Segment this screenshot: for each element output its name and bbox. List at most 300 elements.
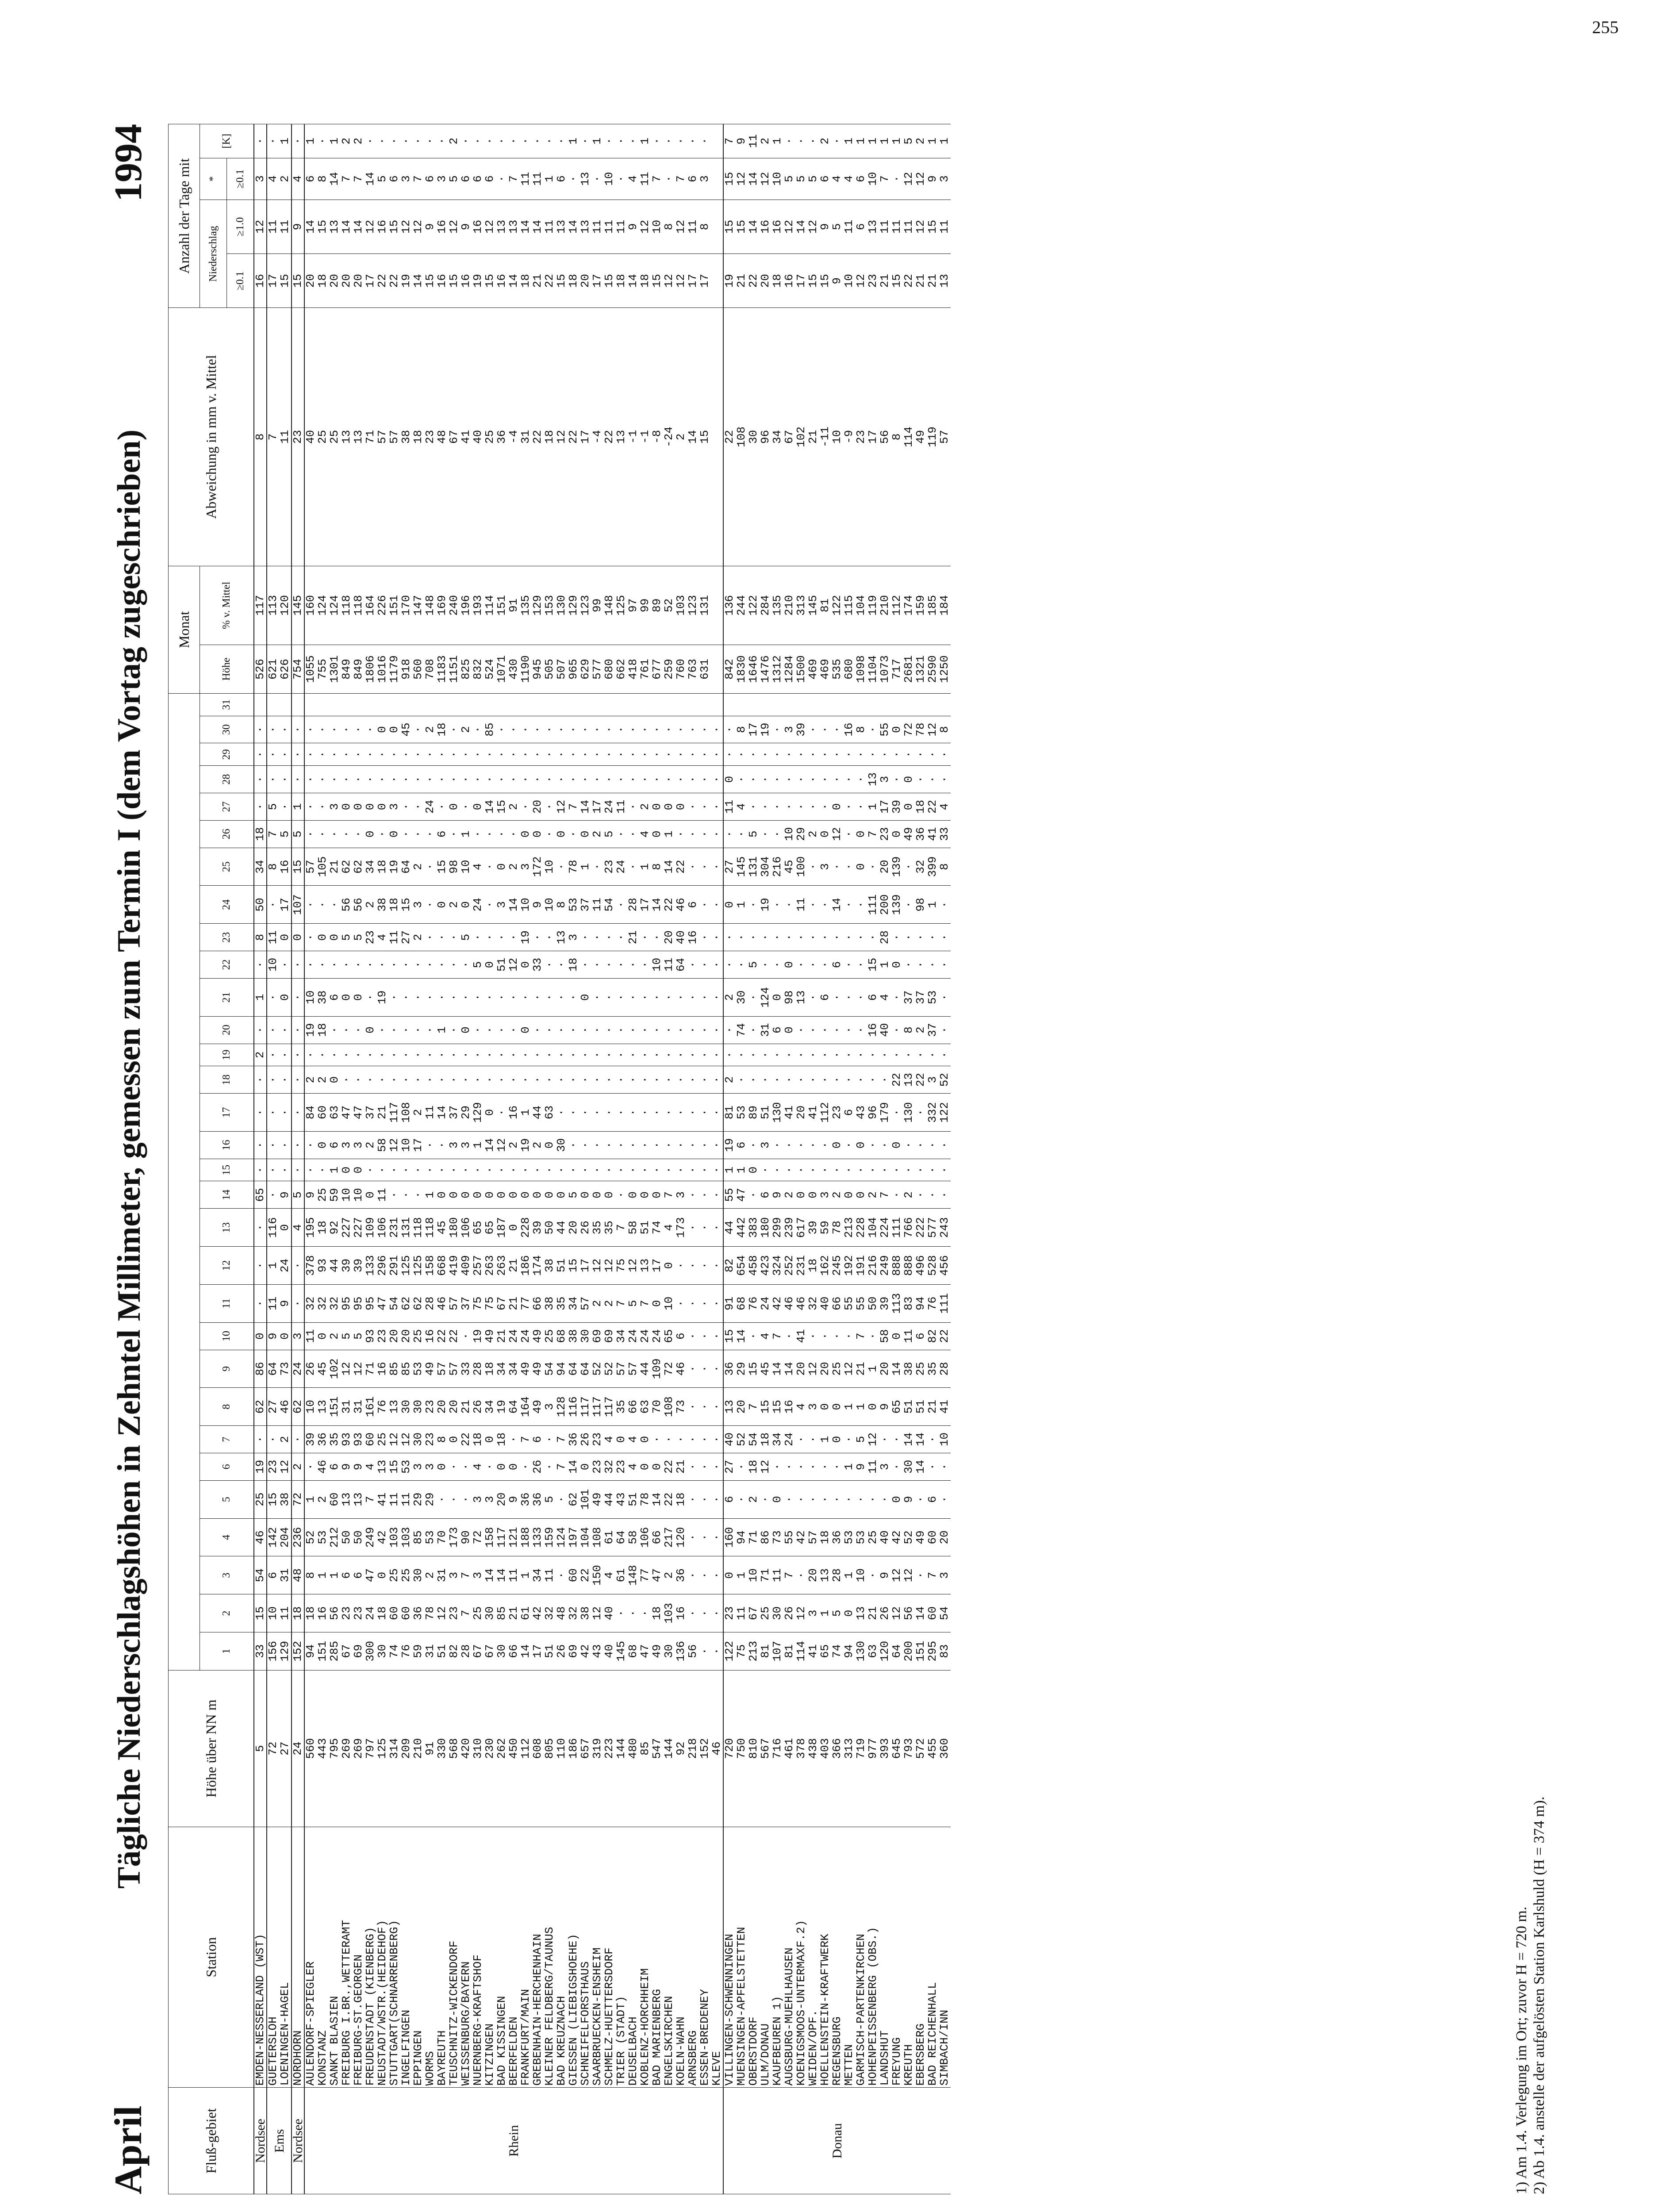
day-value-cell: 24 (520, 1322, 532, 1350)
day-value-cell: · (388, 1066, 400, 1094)
day-value-cell: 216 (771, 848, 783, 886)
day-value-cell: · (711, 848, 723, 886)
day-value-cell: 20 (448, 1388, 460, 1426)
table-row (663, 124, 675, 2194)
station-cell: KLEVE (711, 1827, 723, 2088)
day-value-cell: · (460, 766, 472, 793)
day-value-cell: · (365, 743, 376, 766)
day-value-cell: 86 (760, 1518, 771, 1556)
summary-value-cell: · (807, 124, 819, 158)
day-value-cell: 32 (317, 1284, 329, 1322)
day-value-cell: · (579, 743, 591, 766)
day-value-cell: 4 (939, 793, 951, 821)
day-value-cell: 25 (831, 1350, 843, 1388)
day-value-cell: 112 (819, 1094, 831, 1132)
day-value-cell: 42 (891, 1518, 903, 1556)
day-value-cell: 16 (508, 1094, 520, 1132)
day-value-cell: 18 (819, 1518, 831, 1556)
day-value-cell: · (760, 820, 771, 848)
day-value-cell: · (579, 1159, 591, 1181)
day-value-cell: · (843, 886, 855, 924)
day-value-cell: · (711, 793, 723, 821)
summary-value-cell: 7 (341, 158, 353, 200)
day-value-cell: 65 (484, 1209, 496, 1247)
day-value-cell: · (939, 1453, 951, 1480)
day-value-cell: 16 (317, 1594, 329, 1632)
station-cell: FREYUNG (891, 1827, 903, 2088)
day-value-cell: 22 (436, 1322, 448, 1350)
day-value-cell: 25 (254, 1480, 267, 1518)
table-row (651, 124, 663, 2194)
day-value-cell: · (771, 1066, 783, 1094)
day-value-cell: 2 (591, 820, 603, 848)
day-value-cell: 39 (353, 1247, 365, 1285)
day-value-cell (831, 693, 843, 716)
day-value-cell: · (663, 1016, 675, 1044)
day-value-cell: 55 (783, 1518, 795, 1556)
day-value-cell: · (651, 1159, 663, 1181)
station-cell: HOELLENSTEIN-KRAFTWERK (819, 1827, 831, 2088)
summary-value-cell: 25 (317, 308, 329, 566)
day-value-cell: · (484, 1066, 496, 1094)
day-value-cell: 2 (831, 1181, 843, 1209)
day-value-cell (556, 693, 568, 716)
summary-value-cell (711, 158, 723, 200)
summary-value-cell: 662 (615, 645, 627, 694)
day-value-cell: 9 (855, 1453, 867, 1480)
day-value-cell: · (388, 766, 400, 793)
day-value-cell: 187 (496, 1209, 508, 1247)
day-value-cell: 9 (879, 1388, 891, 1426)
summary-value-cell: 18 (317, 254, 329, 308)
day-value-cell: · (927, 951, 939, 979)
day-value-cell: 0 (843, 1181, 855, 1209)
day-value-cell: 67 (472, 1632, 484, 1670)
day-value-cell (484, 693, 496, 716)
day-value-cell: 3 (496, 886, 508, 924)
day-value-cell: 10 (304, 978, 317, 1016)
day-value-cell: · (317, 766, 329, 793)
day-value-cell: · (400, 1181, 412, 1209)
day-value-cell: · (568, 1066, 579, 1094)
summary-value-cell: 3 (939, 158, 951, 200)
height-cell: 144 (663, 1670, 675, 1827)
day-value-cell: · (520, 793, 532, 821)
day-value-cell: 15 (771, 1388, 783, 1426)
day-value-cell: 18 (568, 951, 579, 979)
day-value-cell: 10 (783, 820, 795, 848)
day-value-cell: 13 (556, 924, 568, 951)
day-value-cell: 14 (903, 1426, 915, 1453)
day-value-cell: 0 (831, 1388, 843, 1426)
day-value-cell: 1 (663, 820, 675, 848)
day-header: 17 (200, 1094, 254, 1132)
day-value-cell: 56 (903, 1594, 915, 1632)
day-value-cell: · (891, 1159, 903, 1181)
day-value-cell: 245 (831, 1247, 843, 1285)
day-value-cell: · (675, 1159, 687, 1181)
day-value-cell: · (591, 978, 603, 1016)
day-value-cell: · (831, 743, 843, 766)
day-value-cell: · (448, 716, 460, 743)
day-value-cell: · (879, 1159, 891, 1181)
summary-value-cell: 16 (472, 200, 484, 253)
day-value-cell: 23 (723, 1594, 736, 1632)
day-value-cell: 69 (591, 1322, 603, 1350)
summary-value-cell: 67 (448, 308, 460, 566)
day-value-cell: · (783, 1480, 795, 1518)
day-value-cell: · (748, 743, 760, 766)
day-value-cell: 200 (879, 886, 891, 924)
day-value-cell: 179 (879, 1094, 891, 1132)
day-value-cell: 3 (341, 1131, 353, 1159)
day-value-cell: · (639, 716, 651, 743)
summary-value-cell: 13 (615, 308, 627, 566)
day-value-cell: · (591, 1066, 603, 1094)
summary-value-cell: 10 (843, 254, 855, 308)
day-header: 18 (200, 1066, 254, 1094)
day-value-cell: 29 (424, 1480, 436, 1518)
day-value-cell: · (855, 766, 867, 793)
day-value-cell: · (687, 1594, 699, 1632)
day-value-cell: · (376, 951, 388, 979)
day-value-cell: 21 (376, 1094, 388, 1132)
day-value-cell: · (903, 848, 915, 886)
summary-value-cell: -1 (627, 308, 639, 566)
height-cell: 420 (460, 1670, 472, 1827)
day-value-cell: 18 (651, 1594, 663, 1632)
day-value-cell: 257 (472, 1247, 484, 1285)
day-value-cell: 20 (879, 1350, 891, 1388)
day-value-cell: 60 (329, 1480, 341, 1518)
day-value-cell: 11 (388, 924, 400, 951)
day-value-cell: · (400, 1066, 412, 1094)
day-value-cell: 4 (376, 924, 388, 951)
day-value-cell: · (627, 1066, 639, 1094)
summary-value-cell: 11 (279, 308, 292, 566)
day-value-cell: · (279, 1066, 292, 1094)
day-value-cell: · (603, 1044, 615, 1066)
day-value-cell: · (651, 1066, 663, 1094)
day-value-cell: 24 (292, 1350, 304, 1388)
day-value-cell: · (484, 1016, 496, 1044)
day-value-cell: · (532, 1044, 544, 1066)
day-value-cell: 5 (460, 924, 472, 951)
day-value-cell: 22 (891, 1066, 903, 1094)
day-value-cell: 1 (436, 1016, 448, 1044)
day-value-cell: 32 (603, 1453, 615, 1480)
day-value-cell: 42 (376, 1518, 388, 1556)
day-value-cell: · (544, 716, 556, 743)
day-value-cell: 73 (771, 1518, 783, 1556)
basin-cell: Nordsee (292, 2088, 304, 2194)
summary-value-cell: 12 (484, 200, 496, 253)
day-value-cell: 117 (388, 1094, 400, 1132)
day-value-cell: · (615, 978, 627, 1016)
day-value-cell: 104 (867, 1209, 879, 1247)
day-value-cell: · (544, 924, 556, 951)
station-cell: EMDEN-NESSERLAND (WST) (254, 1827, 267, 2088)
day-value-cell: · (615, 716, 627, 743)
day-value-cell: 48 (556, 1594, 568, 1632)
day-value-cell: 34 (532, 1556, 544, 1594)
day-value-cell: 0 (663, 793, 675, 821)
day-value-cell: 39 (341, 1247, 353, 1285)
day-value-cell: · (807, 1131, 819, 1159)
summary-value-cell: 7 (651, 158, 663, 200)
day-value-cell: · (879, 743, 891, 766)
summary-value-cell: 1016 (376, 645, 388, 694)
day-value-cell: · (663, 1044, 675, 1066)
day-value-cell: 18 (376, 848, 388, 886)
day-value-cell: · (556, 1480, 568, 1518)
day-value-cell: · (843, 793, 855, 821)
day-value-cell: · (254, 743, 267, 766)
day-value-cell: 43 (615, 1480, 627, 1518)
summary-value-cell: · (663, 124, 675, 158)
day-value-cell: 37 (579, 886, 591, 924)
day-value-cell: 0 (388, 716, 400, 743)
day-value-cell: 2 (329, 1322, 341, 1350)
day-value-cell: 53 (412, 1350, 424, 1388)
day-value-cell: 29 (460, 1094, 472, 1132)
day-value-cell: 26 (579, 1426, 591, 1453)
day-value-cell: · (627, 1044, 639, 1066)
day-value-cell: 0 (388, 820, 400, 848)
day-value-cell: · (771, 951, 783, 979)
day-value-cell: · (807, 1480, 819, 1518)
day-value-cell: · (436, 1044, 448, 1066)
day-value-cell: 51 (436, 1632, 448, 1670)
day-value-cell: 78 (424, 1594, 436, 1632)
day-value-cell: 41 (939, 1388, 951, 1426)
day-value-cell: 95 (341, 1284, 353, 1322)
day-value-cell: · (711, 1426, 723, 1453)
day-value-cell: 38 (317, 978, 329, 1016)
day-value-cell: · (472, 1044, 484, 1066)
day-value-cell: 249 (365, 1518, 376, 1556)
summary-value-cell: 15 (723, 158, 736, 200)
day-value-cell: 82 (927, 1322, 939, 1350)
day-value-cell: · (496, 924, 508, 951)
day-value-cell: 0 (329, 924, 341, 951)
summary-value-cell: 67 (783, 308, 795, 566)
day-value-cell: · (843, 1159, 855, 1181)
summary-value-cell: 164 (365, 566, 376, 645)
day-value-cell: 17 (639, 886, 651, 924)
day-value-cell: 6 (771, 1016, 783, 1044)
day-value-cell: 19 (496, 1388, 508, 1426)
summary-value-cell: 12 (675, 200, 687, 253)
day-value-cell: · (365, 1159, 376, 1181)
summary-value-cell: 469 (819, 645, 831, 694)
day-value-cell: 13 (903, 1066, 915, 1094)
summary-value-cell: 15 (484, 254, 496, 308)
day-value-cell: 227 (341, 1209, 353, 1247)
day-value-cell: 62 (341, 848, 353, 886)
day-value-cell: 14 (663, 848, 675, 886)
day-value-cell: 58 (376, 1131, 388, 1159)
day-value-cell: · (484, 978, 496, 1016)
day-value-cell: 30 (412, 1426, 424, 1453)
day-value-cell: · (341, 951, 353, 979)
day-value-cell: · (699, 924, 711, 951)
day-value-cell: 3 (412, 886, 424, 924)
summary-value-cell: 120 (279, 566, 292, 645)
day-value-cell: 7 (771, 1322, 783, 1350)
day-value-cell: 93 (353, 1426, 365, 1453)
summary-value-cell: 20 (341, 254, 353, 308)
day-value-cell: 4 (627, 1453, 639, 1480)
day-value-cell: 85 (400, 1350, 412, 1388)
day-value-cell: 9 (532, 886, 544, 924)
day-value-cell: 44 (556, 1209, 568, 1247)
height-cell: 27 (279, 1670, 292, 1827)
station-cell: LANDSHUT (879, 1827, 891, 2088)
day-value-cell: · (819, 1016, 831, 1044)
day-value-cell: · (711, 1632, 723, 1670)
day-value-cell: 20 (568, 1209, 579, 1247)
thunder-header: [K] (200, 124, 254, 158)
day-value-cell: 53 (400, 1453, 412, 1480)
day-value-cell: · (412, 716, 424, 743)
station-cell: FREIBURG-ST.GEORGEN (353, 1827, 365, 2088)
day-value-cell: · (795, 1066, 807, 1094)
day-value-cell: 0 (341, 978, 353, 1016)
day-value-cell: 12 (603, 1247, 615, 1285)
summary-value-cell: 849 (341, 645, 353, 694)
day-value-cell: · (771, 1131, 783, 1159)
day-value-cell: · (939, 924, 951, 951)
day-value-cell: · (819, 1159, 831, 1181)
day-value-cell: 36 (532, 1480, 544, 1518)
day-value-cell: · (699, 1094, 711, 1132)
day-value-cell: 0 (831, 1426, 843, 1453)
day-value-cell: 174 (532, 1247, 544, 1285)
day-value-cell: · (603, 1159, 615, 1181)
day-value-cell: · (651, 924, 663, 951)
summary-value-cell: 1 (927, 124, 939, 158)
summary-value-cell: 8 (891, 308, 903, 566)
station-cell: SCHMELZ-HUETTERSDORF (603, 1827, 615, 2088)
day-value-cell: · (939, 886, 951, 924)
day-value-cell: · (915, 743, 927, 766)
day-value-cell (627, 693, 639, 716)
day-value-cell: 21 (508, 1247, 520, 1285)
day-value-cell: · (760, 743, 771, 766)
table-row (675, 124, 687, 2194)
day-value-cell: · (663, 1426, 675, 1453)
day-value-cell: · (460, 1044, 472, 1066)
day-value-cell: 50 (341, 1518, 353, 1556)
day-value-cell: 43 (591, 1632, 603, 1670)
day-value-cell: · (568, 1131, 579, 1159)
day-value-cell: 0 (783, 951, 795, 979)
day-value-cell: · (615, 1594, 627, 1632)
day-value-cell: · (460, 1453, 472, 1480)
day-value-cell: 75 (736, 1632, 748, 1670)
summary-value-cell: 621 (267, 645, 279, 694)
day-value-cell (927, 693, 939, 716)
summary-value-cell: 124 (329, 566, 341, 645)
day-value-cell: · (292, 1247, 304, 1285)
day-value-cell: 0 (603, 1181, 615, 1209)
day-value-cell: 212 (329, 1518, 341, 1556)
day-value-cell: 2 (254, 1044, 267, 1066)
day-value-cell: · (568, 1159, 579, 1181)
day-value-cell: · (254, 716, 267, 743)
day-value-cell: 19 (520, 1131, 532, 1159)
summary-value-cell (711, 254, 723, 308)
day-value-cell: · (663, 716, 675, 743)
day-value-cell: 7 (663, 1181, 675, 1209)
summary-value-cell: 49 (915, 308, 927, 566)
day-header: 19 (200, 1044, 254, 1066)
day-value-cell (591, 693, 603, 716)
day-value-cell: 53 (424, 1518, 436, 1556)
day-value-cell: · (279, 1159, 292, 1181)
day-value-cell: 0 (795, 1181, 807, 1209)
table-row (329, 124, 341, 2194)
day-value-cell: 22 (915, 1066, 927, 1094)
day-value-cell: · (544, 793, 556, 821)
day-value-cell: 3 (329, 793, 341, 821)
day-value-cell: · (267, 886, 279, 924)
summary-value-cell: 91 (508, 566, 520, 645)
day-value-cell: 15 (292, 848, 304, 886)
day-value-cell: 24 (760, 1284, 771, 1322)
day-value-cell: 56 (687, 1632, 699, 1670)
day-value-cell: · (508, 1016, 520, 1044)
summary-value-cell: 1284 (783, 645, 795, 694)
day-value-cell: 60 (317, 1094, 329, 1132)
day-value-cell: 57 (615, 1350, 627, 1388)
summary-value-cell: 13 (496, 200, 508, 253)
station-cell: KAUFBEUREN 1) (771, 1827, 783, 2088)
day-value-cell: 2 (591, 1284, 603, 1322)
summary-value-cell: 22 (723, 308, 736, 566)
day-value-cell: · (484, 848, 496, 886)
day-value-cell: · (687, 1388, 699, 1426)
day-value-cell: 12 (807, 1350, 819, 1388)
day-value-cell: 10 (353, 1181, 365, 1209)
day-value-cell: 21 (675, 1453, 687, 1480)
day-value-cell: · (819, 716, 831, 743)
day-value-cell: 49 (532, 1322, 544, 1350)
day-value-cell: · (748, 1066, 760, 1094)
day-value-cell: · (267, 1131, 279, 1159)
day-value-cell: · (699, 951, 711, 979)
day-value-cell: · (879, 1480, 891, 1518)
day-value-cell: · (771, 793, 783, 821)
station-cell: FREUDENSTADT (KIENBERG) (365, 1827, 376, 2088)
summary-value-cell: · (699, 124, 711, 158)
summary-value-cell: 849 (353, 645, 365, 694)
day-header: 16 (200, 1131, 254, 1159)
summary-value-cell: 129 (532, 566, 544, 645)
day-value-cell: 38 (579, 1594, 591, 1632)
day-value-cell: · (903, 1044, 915, 1066)
day-value-cell: 114 (795, 1632, 807, 1670)
day-value-cell: · (831, 978, 843, 1016)
day-value-cell: · (736, 820, 748, 848)
day-value-cell: 0 (448, 1426, 460, 1453)
summary-value-cell: · (532, 124, 544, 158)
day-value-cell: · (711, 716, 723, 743)
day-value-cell: · (687, 1322, 699, 1350)
day-value-cell: 5 (544, 1480, 556, 1518)
day-value-cell (568, 693, 579, 716)
